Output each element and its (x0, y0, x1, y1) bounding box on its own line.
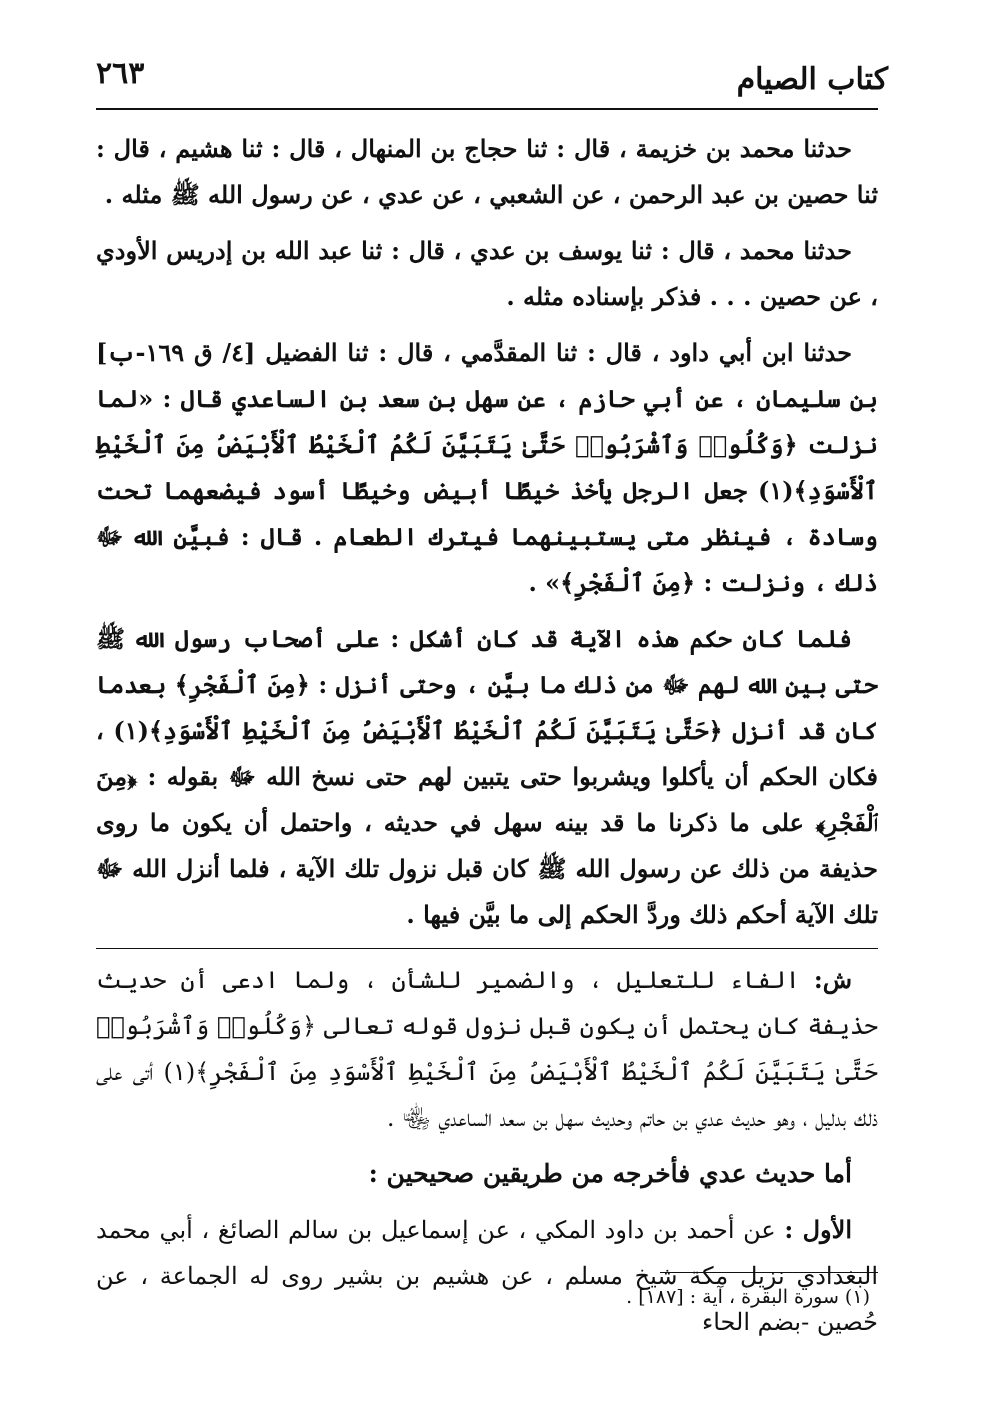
first-route-paragraph (96, 1207, 878, 1345)
section-subheading: أما حديث عدي فأخرجه من طريقين صحيحين : (368, 1159, 852, 1188)
paragraph-2: حدثنا محمد ، قال : ثنا يوسف بن عدي ، قال : ثنا عبد الله بن إدريس الأودي ، عن حصين . . . فذكر بإسناده مثله . (96, 236, 878, 311)
first-route-label: الأول : (784, 1215, 852, 1244)
footnote: (١) سورة البقرة ، آية : [١٨٧] . (626, 1286, 870, 1308)
page-header (96, 52, 888, 108)
page-number: ٢٦٣ (96, 56, 145, 91)
header-rule (96, 108, 878, 110)
footnote-rule (660, 1272, 878, 1273)
paragraph-4: فلما كان حكم هذه الآية قد كان أشكل : على أصحاب رسول الله ﷺ حتى بين الله لهم ﷻ من ذلك ما بيَّن ، وحتى أنزل : ﴿مِنَ ٱلْفَجْرِ﴾ بعدما كان قد أنزل ﴿حَتَّىٰ يَتَبَيَّنَ لَكُمُ ٱلْخَيْطُ ٱلْأَبْيَضُ مِنَ ٱلْخَيْطِ ٱلْأَسْوَدِ﴾(١) ، فكان الحكم أن يأكلوا ويشربوا حتى يتبين لهم حتى نسخ الله ﷻ بقوله : ﴿مِنَ ٱلْفَجْرِ﴾ على ما ذكرنا ما قد بينه سهل في حديثه ، واحتمل أن يكون ما روى حذيفة من ذلك عن رسول الله ﷺ كان قبل نزول تلك الآية ، فلما أنزل الله ﷻ تلك الآية أحكم ذلك وردَّ الحكم إلى ما بيَّن فيها . (96, 624, 878, 929)
paragraph-1: حدثنا محمد بن خزيمة ، قال : ثنا حجاج بن المنهال ، قال : ثنا هشيم ، قال : ثنا حصين بن عبد الرحمن ، عن الشعبي ، عن عدي ، عن رسول الله ﷺ مثله . (96, 134, 878, 209)
running-title: كتاب الصيام (736, 62, 888, 97)
paragraph-3: حدثنا ابن أبي داود ، قال : ثنا المقدَّمي ، قال : ثنا الفضيل [٤/ ق ١٦٩-ب] بن سليمان ، عن أبي حازم ، عن سهل بن سعد بن الساعدي قال : «لما نزلت ﴿وَكُلُوا۟ وَٱشْرَبُوا۟ حَتَّىٰ يَتَبَيَّنَ لَكُمُ ٱلْخَيْطُ ٱلْأَبْيَضُ مِنَ ٱلْخَيْطِ ٱلْأَسْوَدِ﴾(١) جعل الرجل يأخذ خيطًا أبيض وخيطًا أسود فيضعهما تحت وسادة ، فينظر متى يستبينهما فيترك الطعام . قال : فبيَّن الله ﷻ ذلك ، ونزلت : ﴿مِنَ ٱلْفَجْرِ﴾» . (96, 338, 878, 597)
commentary-paragraph (96, 957, 878, 1141)
commentary-label: ش: (813, 965, 852, 994)
main-text (96, 126, 878, 1355)
section-divider (96, 948, 878, 949)
commentary-text: الفاء للتعليل ، والضمير للشأن ، ولما ادعى أن حديث حذيفة كان يحتمل أن يكون قبل نزول قوله تعالى ﴿وَكُلُوا۟ وَٱشْرَبُوا۟ حَتَّىٰ يَتَبَيَّنَ لَكُمُ ٱلْخَيْطُ ٱلْأَبْيَضُ مِنَ ٱلْخَيْطِ ٱلْأَسْوَدِ مِنَ ٱلْفَجْرِ﴾(١) أتى على ذلك بدليل ، وهو حديث عدي بن حاتم وحديث سهل بن سعد الساعدي ﵄ . (96, 966, 878, 1132)
first-route-text: عن أحمد بن داود المكي ، عن إسماعيل بن سالم الصائغ ، أبي محمد البغدادي نزيل مكة شيخ مسلم ، عن هشيم بن بشير روى له الجماعة ، عن حُصين -بضم الحاء (96, 1216, 878, 1336)
